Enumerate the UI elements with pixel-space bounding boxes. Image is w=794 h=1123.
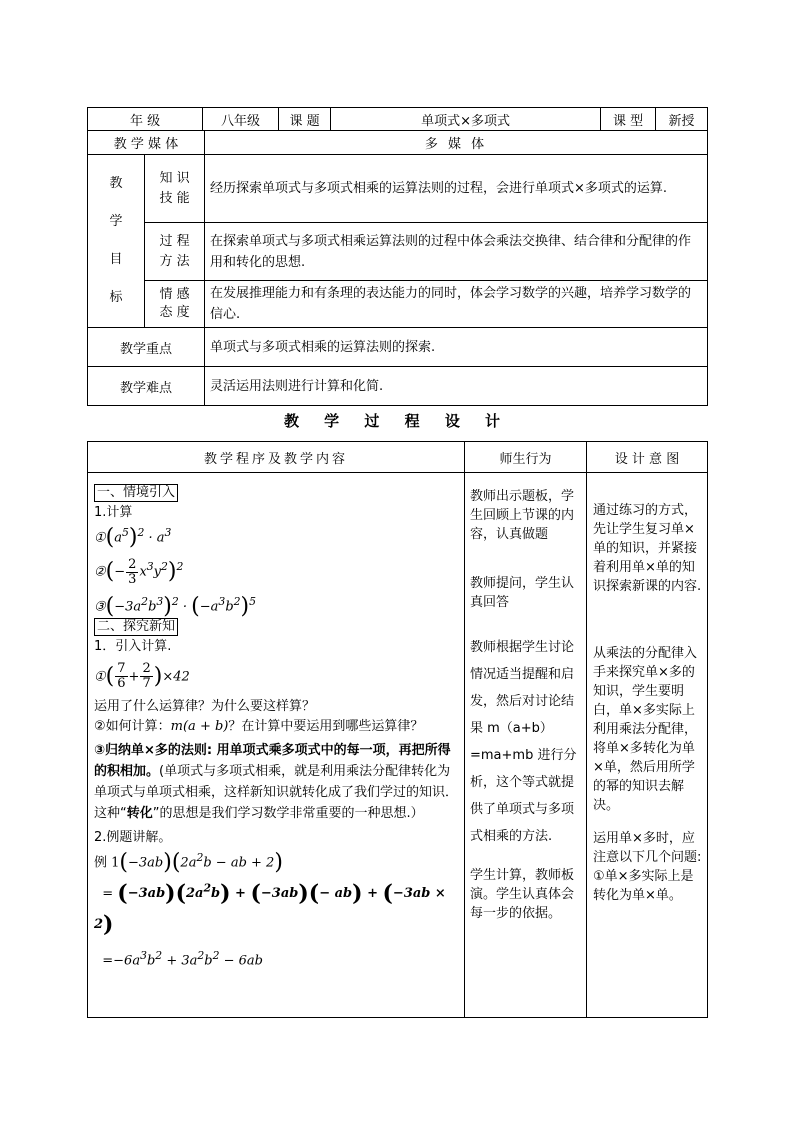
item-calc: 1.计算 bbox=[94, 505, 133, 520]
header-actions: 师生行为 bbox=[465, 442, 587, 473]
topic-value: 单项式×多项式 bbox=[331, 108, 601, 131]
grade-label: 年 级 bbox=[88, 108, 203, 131]
difficult-point-text: 灵活运用法则进行计算和化简. bbox=[205, 367, 708, 406]
course-info-table bbox=[87, 107, 708, 406]
question-1: 运用了什么运算律？为什么要这样算？ bbox=[94, 699, 316, 715]
section-title-intro: 一、情境引入 bbox=[94, 484, 178, 502]
goal-attitude-text: 在发展推理能力和有条理的表达能力的同时，体会学习数学的兴趣，培养学习数学的信心. bbox=[205, 281, 708, 328]
goal-process-text: 在探索单项式与多项式相乘运算法则的过程中体会乘法交换律、结合律和分配律的作用和转化的思想. bbox=[205, 223, 708, 281]
section-title-explore: 二、探究新知 bbox=[94, 618, 178, 636]
goals-label-char: 教 bbox=[109, 176, 123, 191]
grade-value: 八年级 bbox=[203, 108, 279, 131]
formula-1: $①(a^5)^2 \cdot a^3$ bbox=[94, 524, 172, 550]
key-point-text: 单项式与多项式相乘的运算法则的探索. bbox=[205, 328, 708, 367]
topic-label: 课 题 bbox=[279, 108, 331, 131]
example-step-2: $=-6a^3b^2 + 3a^2b^2 - 6ab$ bbox=[94, 948, 263, 968]
type-label: 课 型 bbox=[601, 108, 656, 131]
goal-process-label: 过 程 方 法 bbox=[145, 223, 205, 281]
goal-attitude-label: 情 感 态 度 bbox=[145, 281, 205, 328]
media-label: 教 学 媒 体 bbox=[88, 131, 205, 155]
goals-label bbox=[88, 155, 145, 328]
key-point-label: 教学重点 bbox=[88, 328, 205, 367]
design-intent-1: 通过练习的方式，先让学生复习单×单的知识，并紧接着利用单×单的知识探索新课的内容. bbox=[593, 503, 702, 594]
section-heading: 教 学 过 程 设 计 bbox=[283, 412, 511, 430]
formula-3: $③(-3a^2b^3)^2 \cdot (-a^3b^2)^5$ bbox=[94, 593, 257, 619]
rule-text: ③归纳单×多的法则: 用单项式乘多项式中的每一项，再把所得的积相加。(单项式与多项式相乘，就是利用乘法分配律转化为单项式与单项式相乘，这样新知识就转化成了我们学过的知识．这种“转化”的思想是我们学习数学非常重要的一种思想.） bbox=[94, 743, 459, 822]
header-content: 教学程序及教学内容 bbox=[88, 442, 465, 473]
process-table bbox=[87, 441, 708, 1018]
content-cell bbox=[88, 473, 465, 1018]
goals-label-char: 学 bbox=[109, 214, 123, 229]
difficult-point-label: 教学难点 bbox=[88, 367, 205, 406]
question-2: ②如何计算：m(a + b)？在计算中要运用到哪些运算律？ bbox=[94, 719, 424, 735]
goal-knowledge-label: 知 识 技 能 bbox=[145, 155, 205, 223]
teacher-action-1: 教师出示题板，学生回顾上节课的内容，认真做题 bbox=[470, 489, 575, 542]
teacher-action-3: 教师根据学生讨论情况适当提醒和启发，然后对讨论结果 m（a+b）=ma+mb 进行分析，这个等式就提供了单项式与多项式相乘的方法. bbox=[470, 640, 577, 844]
header-intent: 设 计 意 图 bbox=[587, 442, 708, 473]
goals-label-char: 标 bbox=[109, 290, 123, 305]
teacher-actions-cell bbox=[465, 473, 587, 1018]
formula-2: ②(− $\frac{2}{3}$ $x^3y^2)^2$ bbox=[94, 556, 184, 587]
teacher-action-4: 学生计算，教师板演。学生认真体会每一步的依据。 bbox=[470, 868, 575, 921]
media-value: 多 媒 体 bbox=[205, 131, 708, 155]
goal-knowledge-text: 经历探索单项式与多项式相乘的运算法则的过程，会进行单项式×多项式的运算. bbox=[205, 155, 708, 223]
design-intent-3: 运用单×多时，应注意以下几个问题: ①单×多实际上是转化为单×单。 bbox=[593, 831, 702, 903]
intro-calc: 1．引入计算. bbox=[94, 638, 172, 654]
goals-label-char: 目 bbox=[109, 252, 123, 267]
design-intent-2: 从乘法的分配律入手来探究单×多的知识，学生要明白，单×多实际上利用乘法分配律，将单×多转化为单×单，然后用所学的幂的知识去解决。 bbox=[593, 646, 698, 813]
example-step-1: = $(-3ab)(2a^2b) + (-3ab)(- ab) + (-3ab \times 2)$ bbox=[94, 880, 446, 938]
formula-4: ①( $\frac{7}{6}$ + $\frac{2}{7}$ )×42 bbox=[94, 661, 190, 692]
example-title: 2.例题讲解。 bbox=[94, 830, 172, 846]
teacher-action-2: 教师提问，学生认真回答 bbox=[470, 576, 575, 610]
design-intent-cell bbox=[587, 473, 708, 1018]
type-value: 新授 bbox=[656, 108, 708, 131]
example-1: 例 $1(-3ab)(2a^2b$ − ab + 2) bbox=[94, 850, 283, 876]
